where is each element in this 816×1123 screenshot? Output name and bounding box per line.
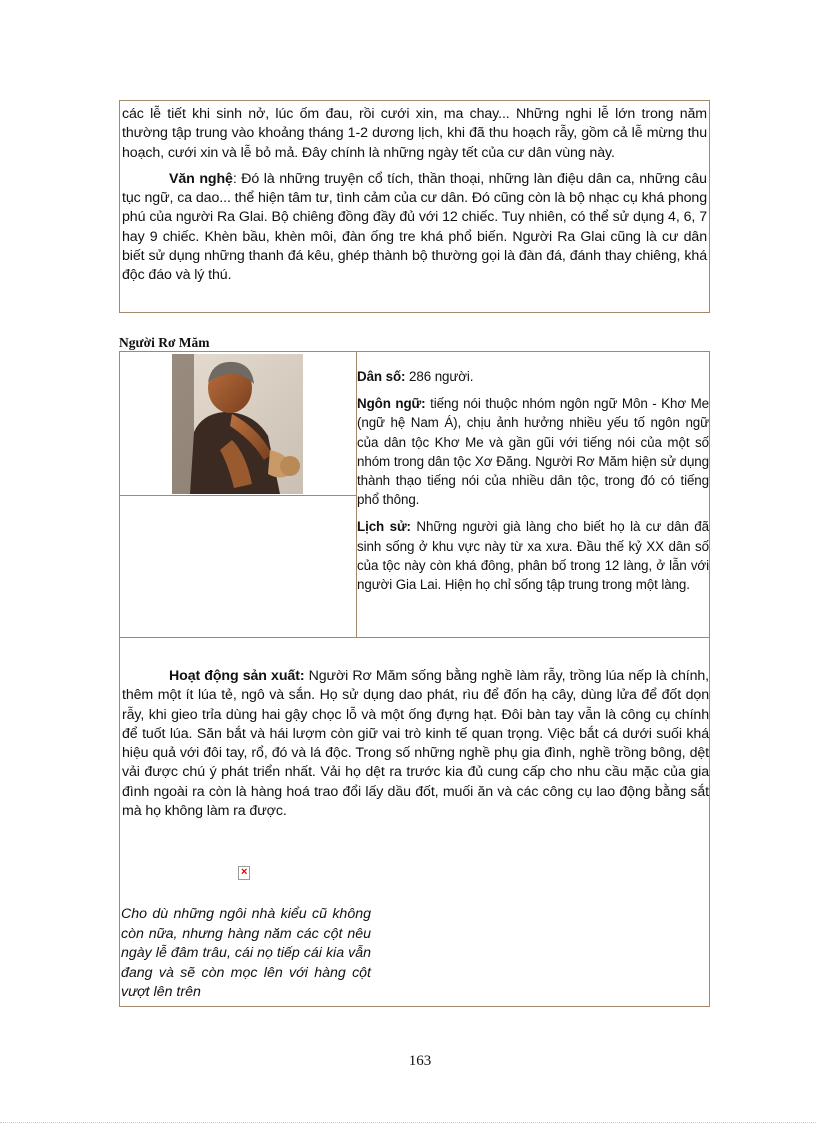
table-divider-horizontal bbox=[120, 495, 356, 496]
page-number: 163 bbox=[408, 1053, 432, 1069]
population-paragraph bbox=[357, 367, 709, 386]
elderly-person-photo bbox=[172, 354, 303, 494]
language-label: Ngôn ngữ: bbox=[357, 396, 426, 412]
population-value: 286 người. bbox=[405, 369, 474, 384]
population-label: Dân số: bbox=[357, 369, 406, 384]
history-paragraph bbox=[357, 517, 709, 594]
production-box bbox=[119, 637, 710, 1007]
production-text: Người Rơ Măm sống bằng nghề làm rẫy, trồng lúa nếp là chính, thêm một ít lúa tẻ, ngô và sắn. Họ sử dụng dao phát, rìu để đốn hạ cây, dùng lửa để đốt dọn rẫy, khi gieo trỉa dùng hai gậy chọc lỗ và một ống đựng hạt. Đôi bàn tay vẫn là công cụ chính để tuốt lúa. Săn bắt và hái lượm còn giữ vai trò kinh tế quan trọng. Việc bắt cá dưới suối khá hiệu quả với đôi tay, rổ, đó và lá độc. Trong số những nghề phụ gia đình, nghề trồng bông, dệt vải được chú ý phát triển nhất. Vải họ dệt ra trước kia đủ cung cấp cho nhu cầu mặc của gia đình ngoài ra còn là hàng hoá trao đổi lấy dầu đốt, muối ăn và các công cụ lao động bằng sắt mà họ không làm ra được. bbox=[122, 668, 709, 820]
photo-caption: Cho dù những ngôi nhà kiểu cũ không còn nữa, nhưng hàng năm các cột nêu ngày lễ đâm trâu, cái nọ tiếp cái kia vẫn đang và sẽ còn mọc lên với hàng cột vượt lên trên bbox=[121, 906, 371, 1000]
broken-image-icon: × bbox=[238, 866, 250, 880]
language-paragraph bbox=[357, 394, 709, 509]
section-title-ro-mam: Người Rơ Măm bbox=[119, 335, 210, 350]
language-text: tiếng nói thuộc nhóm ngôn ngữ Môn - Khơ Me (ngữ hệ Nam Á), chịu ảnh hưởng nhiều yếu tố ngôn ngữ của dân tộc Khơ Me và gần gũi với tiếng nói của một số nhóm trong dân tộc Xơ Đăng. Người Rơ Măm hiện sử dụng thành thạo tiếng nói của nhiều dân tộc, trong đó có tiếng phổ thông. bbox=[357, 396, 709, 508]
history-label: Lịch sử: bbox=[357, 519, 411, 535]
production-label: Hoạt động sản xuất: bbox=[169, 668, 305, 684]
ra-glai-continued-box bbox=[119, 100, 710, 313]
customs-paragraph: các lễ tiết khi sinh nở, lúc ốm đau, rồi cưới xin, ma chay... Những nghi lễ lớn trong năm thường tập trung vào khoảng tháng 1-2 dương lịch, khi đã thu hoạch rẫy, gồm cả lễ mừng thu hoạch, cưới xin và lễ bỏ mả. Đây chính là những ngày tết của cư dân vùng này. bbox=[122, 106, 707, 161]
production-paragraph bbox=[122, 667, 709, 821]
arts-paragraph bbox=[122, 170, 707, 286]
history-text: Những người già làng cho biết họ là cư dân đã sinh sống ở khu vực này từ xa xưa. Đầu thế kỷ XX dân số của tộc này còn khá đông, phân bố trong 12 làng, ở lẫn với người Gia Lai. Hiện họ chỉ sống tập trung trong một làng. bbox=[357, 519, 709, 593]
arts-text: : Đó là những truyện cổ tích, thần thoại, những làn điệu dân ca, những câu tục ngữ, ca dao... thể hiện tâm tư, tình cảm của cư dân. Đó cũng còn là bộ nhạc cụ khá phong phú của người Ra Glai. Bộ chiêng đồng đầy đủ với 12 chiếc. Tuy nhiên, có thể sử dụng 4, 6, 7 hay 9 chiếc. Khèn bầu, khèn môi, đàn ống tre khá phổ biến. Người Ra Glai cũng là cư dân biết sử dụng những thanh đá kêu, ghép thành bộ thường gọi là đàn đá, đánh thay chiêng, khá độc đáo và lý thú. bbox=[122, 170, 707, 284]
arts-label: Văn nghệ bbox=[169, 170, 233, 187]
ro-mam-details bbox=[356, 367, 709, 594]
ro-mam-info-table bbox=[119, 351, 710, 638]
